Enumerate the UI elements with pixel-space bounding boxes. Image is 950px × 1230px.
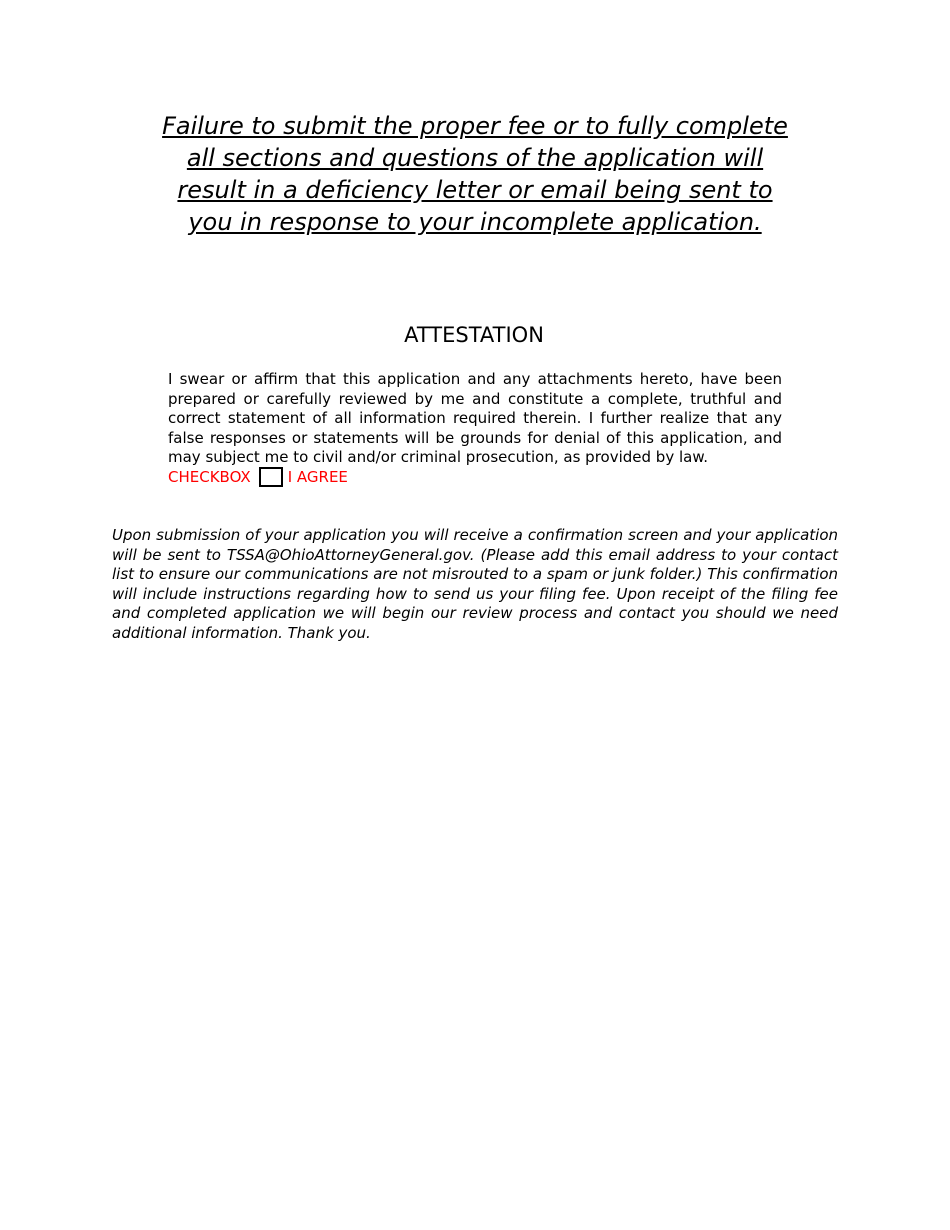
agree-label[interactable]: I AGREE: [287, 468, 348, 486]
attestation-statement: I swear or affirm that this application and any attachments hereto, have been prepared or carefully reviewed by me and constitute a complete, truthful and correct statement of all information required therein. I further realize that any false responses or statements will be grounds for denial of this application, and may subject me to civil and/or criminal prosecution, as provided by law.: [168, 370, 782, 466]
agree-checkbox[interactable]: [259, 467, 283, 487]
checkbox-label: CHECKBOX: [168, 468, 251, 486]
attestation-title: ATTESTATION: [404, 323, 544, 347]
submission-note: Upon submission of your application you will receive a confirmation screen and your application will be sent to TSSA@OhioAttorneyGeneral.gov. (Please add this email address to your contact list to ensure our communications are not misrouted to a spam or junk folder.) This confirmation will include instructions regarding how to send us your filing fee. Upon receipt of the filing fee and completed application we will begin our review process and contact you should we need additional information. Thank you.: [112, 526, 838, 642]
deficiency-warning: Failure to submit the proper fee or to fully complete all sections and questions of the application will result in a deficiency letter or email being sent to you in response to your incomplete application.: [162, 112, 788, 236]
agree-row: [168, 466, 348, 488]
